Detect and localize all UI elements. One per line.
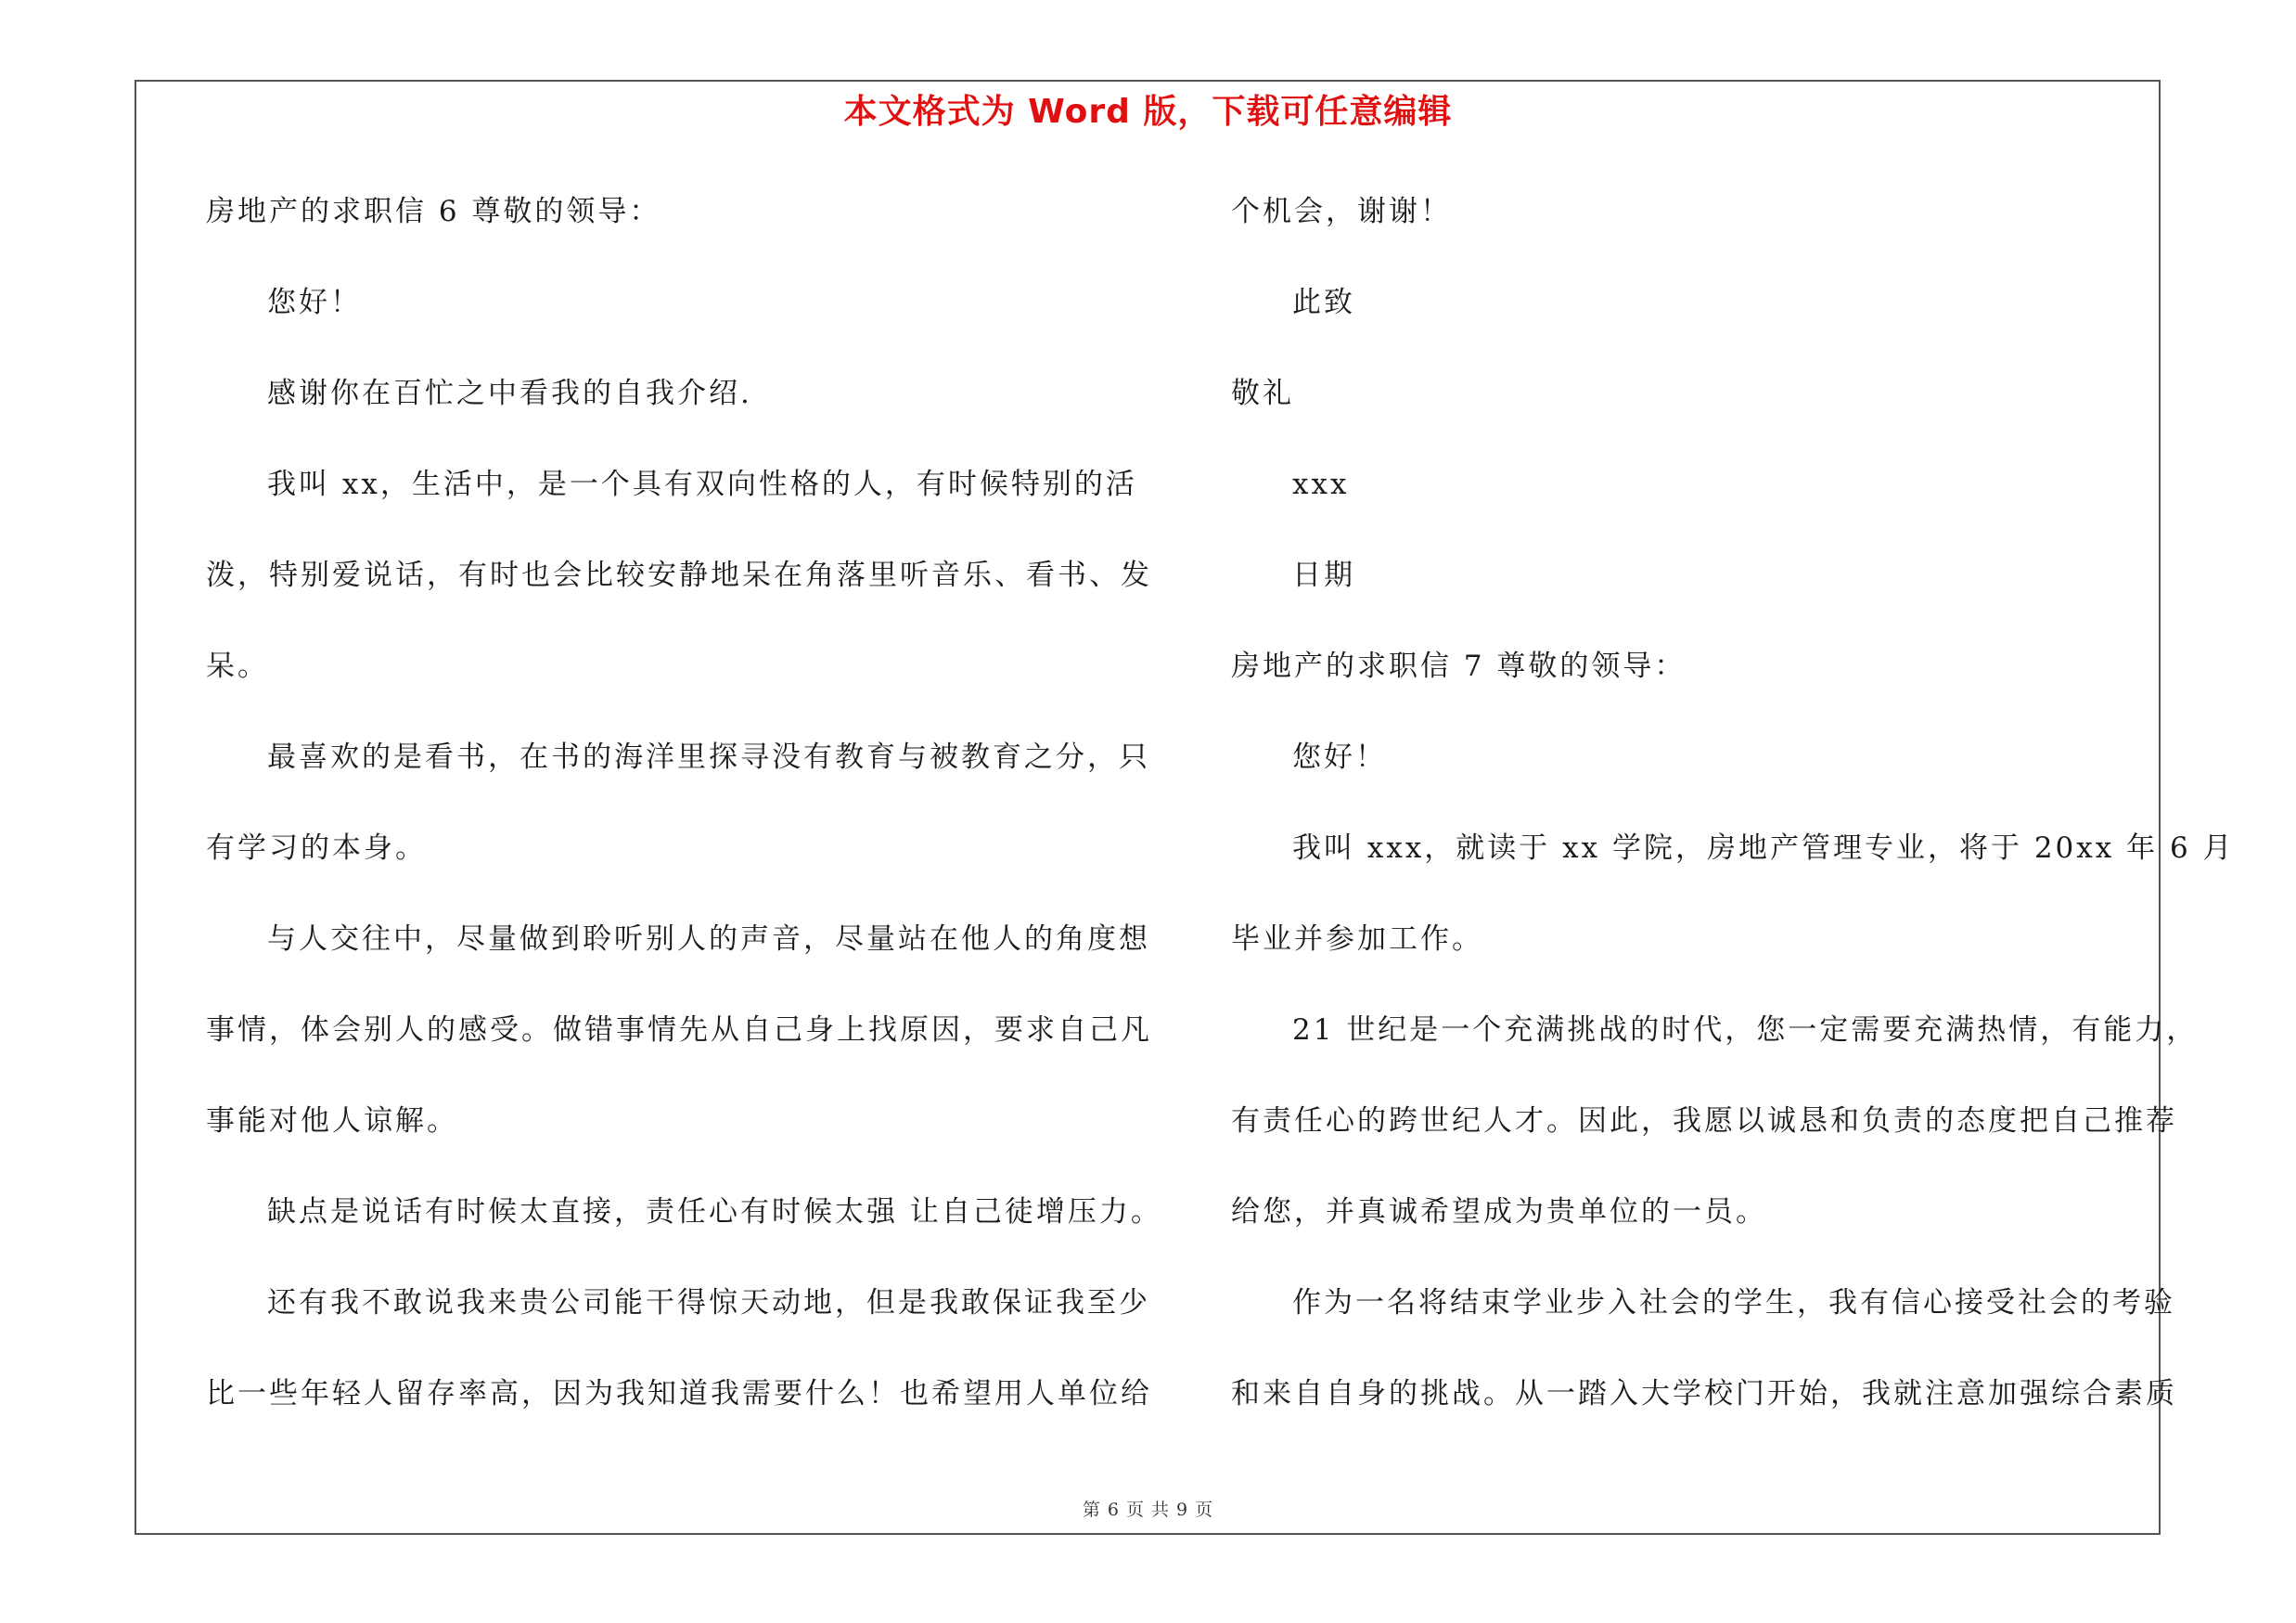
text-line: 和来自自身的挑战。从一踏入大学校门开始，我就注意加强综合素质 — [1231, 1377, 2177, 1410]
text-line: 我叫 xx，生活中，是一个具有双向性格的人，有时候特别的活 — [267, 468, 1137, 501]
text-line: 21 世纪是一个充满挑战的时代，您一定需要充满热情，有能力， — [1292, 1013, 2199, 1047]
text-line: 日期 — [1292, 559, 1355, 592]
text-line: xxx — [1292, 468, 1350, 501]
text-line: 感谢你在百忙之中看我的自我介绍. — [267, 377, 752, 410]
text-line: 泼，特别爱说话，有时也会比较安静地呆在角落里听音乐、看书、发 — [206, 559, 1152, 592]
text-line: 房地产的求职信 6 尊敬的领导： — [206, 195, 661, 228]
right-column — [1231, 184, 2235, 1457]
text-line: 我叫 xxx，就读于 xx 学院，房地产管理专业，将于 20xx 年 6 月 — [1292, 831, 2235, 865]
text-line: 您好！ — [1292, 741, 1387, 774]
text-line: 呆。 — [206, 650, 269, 683]
text-line: 个机会，谢谢！ — [1231, 195, 1452, 228]
text-line: 您好！ — [267, 286, 362, 319]
text-line: 缺点是说话有时候太直接，责任心有时候太强 让自己徒增压力。 — [267, 1195, 1162, 1229]
text-line: 事情，体会别人的感受。做错事情先从自己身上找原因，要求自己凡 — [206, 1013, 1152, 1047]
text-line: 有学习的本身。 — [206, 831, 427, 865]
text-line: 给您，并真诚希望成为贵单位的一员。 — [1231, 1195, 1767, 1229]
text-line: 此致 — [1292, 286, 1355, 319]
text-line: 毕业并参加工作。 — [1231, 922, 1483, 956]
text-line: 有责任心的跨世纪人才。因此，我愿以诚恳和负责的态度把自己推荐 — [1231, 1104, 2177, 1138]
text-line: 比一些年轻人留存率高，因为我知道我需要什么！也希望用人单位给 — [206, 1377, 1152, 1410]
text-line: 与人交往中，尽量做到聆听别人的声音，尽量站在他人的角度想 — [267, 922, 1150, 956]
text-line: 事能对他人谅解。 — [206, 1104, 458, 1138]
page-indicator: 第 6 页 共 9 页 — [1082, 1500, 1214, 1520]
left-column — [206, 184, 1162, 1457]
text-line: 敬礼 — [1231, 377, 1294, 410]
text-line: 还有我不敢说我来贵公司能干得惊天动地，但是我敢保证我至少 — [267, 1286, 1150, 1320]
text-line: 房地产的求职信 7 尊敬的领导： — [1231, 650, 1687, 683]
text-line: 作为一名将结束学业步入社会的学生，我有信心接受社会的考验 — [1292, 1286, 2175, 1320]
header-banner: 本文格式为 Word 版，下载可任意编辑 — [843, 93, 1453, 131]
text-line: 最喜欢的是看书，在书的海洋里探寻没有教育与被教育之分，只 — [267, 741, 1150, 774]
